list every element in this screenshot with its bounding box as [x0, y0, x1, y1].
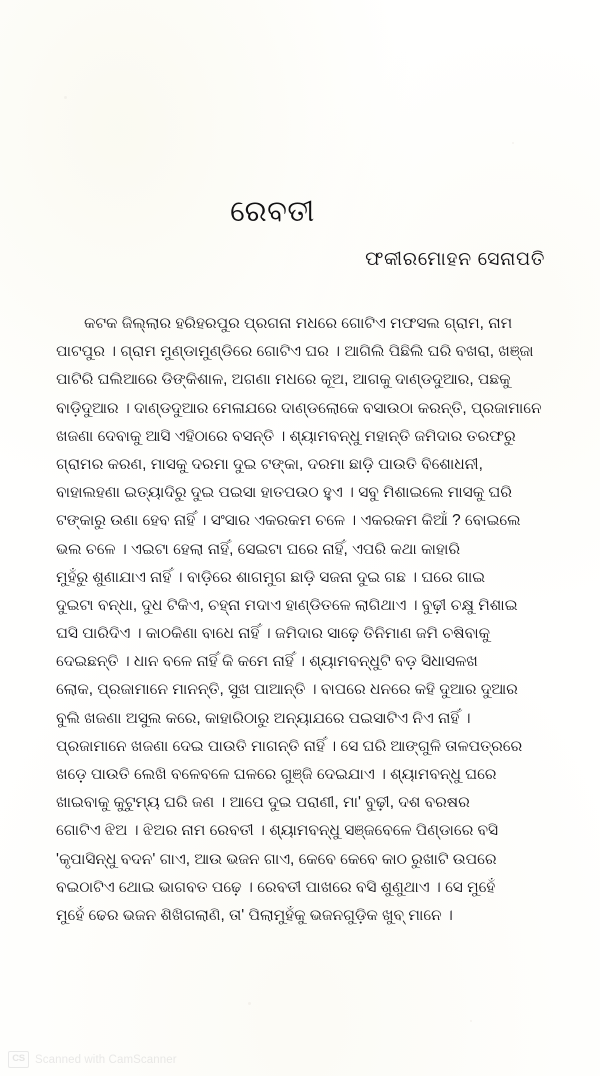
- scan-speck: [470, 1020, 472, 1022]
- body-text-line: ଭଲ ଚଳେ । ଏଇଟା ହେଲା ନାହିଁ, ସେଇଟା ଘରେ ନାହିଁ, ଏପରି କଥା କାହାରି: [56, 540, 461, 558]
- scan-speck: [512, 142, 514, 144]
- body-text-line: ଲୋକ, ପ୍ରଜାମାନେ ମାନନ୍ତି, ସୁଖ ପାଆନ୍ତି । ବାପରେ ଧନରେ କହି ଦୁଆର ଦୁଆର: [56, 681, 518, 699]
- scan-speck: [248, 1002, 251, 1005]
- body-text-line: ପାଟିରି ଘଲିଆରେ ଡିଙ୍କିଶାଳ, ଅଗଣା ମଧରେ କୂଅ, ଆଗକୁ ଦାଣ୍ଡଦୁଆର, ପଛକୁ: [56, 371, 511, 389]
- body-text-line: ପ୍ରଜାମାନେ ଖଜଣା ଦେଇ ପାଉତି ମାଗନ୍ତି ନାହିଁ । ସେ ଘରି ଆଙ୍ଗୁଳି ତାଳପତ୍ରରେ: [56, 737, 523, 755]
- body-text-line: ମୁହେଁ ଢେର ଭଜନ ଶିଖିଗଲାଣି, ତା' ପିଲାମୁହଁକୁ ଭଜନଗୁଡ଼ିକ ଖୁବ୍ ମାନେ ।: [56, 906, 453, 924]
- body-text-line: ବଇଠାଟିଏ ଥୋଇ ଭାଗବତ ପଢ଼େ । ରେବତୀ ପାଖରେ ବସି ଶୁଣୁଥାଏ । ସେ ମୁହେଁ: [56, 878, 496, 896]
- scan-speck: [64, 96, 67, 99]
- body-text-line: ଖଜଣା ଦେବାକୁ ଆସି ଏହିଠାରେ ବସନ୍ତି । ଶ୍ୟାମବନ୍ଧୁ ମହାନ୍ତି ଜମିଦାର ତରଫରୁ: [56, 427, 516, 445]
- body-text-line: ବାହାଲହଣା ଇତ୍ୟାଦିରୁ ଦୁଇ ପଇସା ହାତପଉଠ ହୁଏ । ସବୁ ମିଶାଇଲେ ମାସକୁ ଘରି: [56, 484, 512, 502]
- body-text-line: ଦୁଇଟା ବନ୍ଧା, ଦୁଧ ଟିକିଏ, ଚହ୍ନା ମଦାଏ ହାଣ୍ଡିତଳେ ଲାଗିଥାଏ । ବୁଢ଼ୀ ଚକ୍ଷୁ ମିଶାଇ: [56, 596, 518, 614]
- body-text-line: ମୁହଁରୁ ଶୁଣାଯାଏ ନାହିଁ । ବାଡ଼ିରେ ଶାଗମୁଗ ଛାଡ଼ି ସଜନା ଦୁଇ ଗଛ । ଘରେ ଗାଇ: [56, 568, 486, 586]
- body-text-line: ପାଟପୁର । ଗ୍ରାମ ମୁଣ୍ଡାମୁଣ୍ଡିରେ ଗୋଟିଏ ଘର । ଆଗିଲି ପିଛିଲି ଘରି ବଖରା, ଖଞ୍ଜା: [56, 343, 534, 361]
- body-text-block: [56, 310, 545, 930]
- body-text-line: 'କୃପାସିନ୍ଧୁ ବଦନ' ଗାଏ, ଆଉ ଭଜନ ଗାଏ, କେବେ କେବେ କାଠ ରୁଖାଟି ଉପରେ: [56, 850, 497, 868]
- body-text-line: ବୁଲି ଖଜଣା ଅସୁଲ କରେ, କାହାରିଠାରୁ ଅନ୍ୟାଯରେ ପଇସାଟିଏ ନିଏ ନାହିଁ ।: [56, 709, 471, 727]
- body-text-line: ଗୋଟିଏ ଝିଅ । ଝିଅର ନାମ ରେବତୀ । ଶ୍ୟାମବନ୍ଧୁ ସଞ୍ଜବେଳେ ପିଣ୍ଡାରେ ବସି: [56, 822, 499, 840]
- body-text-line: ଦେଇଛନ୍ତି । ଧାନ ବଳେ ନାହିଁ କି କମେ ନାହିଁ । ଶ୍ୟାମବନ୍ଧୁଟି ବଡ଼ ସିଧାସଳଖ: [56, 653, 478, 671]
- body-text-line: ବାଡ଼ିଦୁଆର । ଦାଣ୍ଡଦୁଆର ମେଳାଯରେ ଦାଣ୍ଡଲୋକେ ବସାଉଠା କରନ୍ତି, ପ୍ରଜାମାନେ: [56, 399, 542, 417]
- body-text-line: ଘସି ପାରିଦିଏ । କାଠକିଣା ବାଧେ ନାହିଁ । ଜମିଦାର ସାଢ଼େ ତିନିମାଣ ଜମି ଚଷିବାକୁ: [56, 625, 490, 643]
- page-title: ରେବତୀ: [230, 196, 315, 228]
- body-text-line: କଟକ ଜିଲ୍ଲାର ହରିହରପୁର ପ୍ରଗନା ମଧରେ ଗୋଟିଏ ମଫସଲ ଗ୍ରାମ, ନାମ: [84, 315, 513, 332]
- body-text-line: ଖାଇବାକୁ କୁଟୁମ୍ୟ ଘରି ଜଣ । ଆପେ ଦୁଇ ପରାଣୀ, ମା' ବୁଢ଼ୀ, ଦଶ ବରଷର: [56, 794, 470, 812]
- camscanner-watermark: [8, 1051, 177, 1068]
- camscanner-logo-icon: CS: [8, 1051, 29, 1068]
- body-text-line: ଟଙ୍କାରୁ ଉଣା ହେବ ନାହିଁ । ସଂସାର ଏକରକମ ଚଳେ । ଏକରକମ କିଆଁ ? ବୋଇଲେ: [56, 512, 521, 530]
- body-text-line: ଗ୍ରାମର କରଣ, ମାସକୁ ଦରମା ଦୁଇ ଟଙ୍କା, ଦରମା ଛାଡ଼ି ପାଉତି ବିଶୋଧନୀ,: [56, 455, 483, 473]
- body-text-line: ଖଡ଼େ ପାଉତି ଲେଖି ବଳେବଳେ ଘଳରେ ଗୁଞ୍ଜି ଦେଇଯାଏ । ଶ୍ୟାମବନ୍ଧୁ ଘରେ: [56, 766, 497, 783]
- author-byline: ଫକୀରମୋହନ ସେନାପତି: [365, 249, 545, 270]
- camscanner-watermark-label: Scanned with CamScanner: [35, 1053, 177, 1066]
